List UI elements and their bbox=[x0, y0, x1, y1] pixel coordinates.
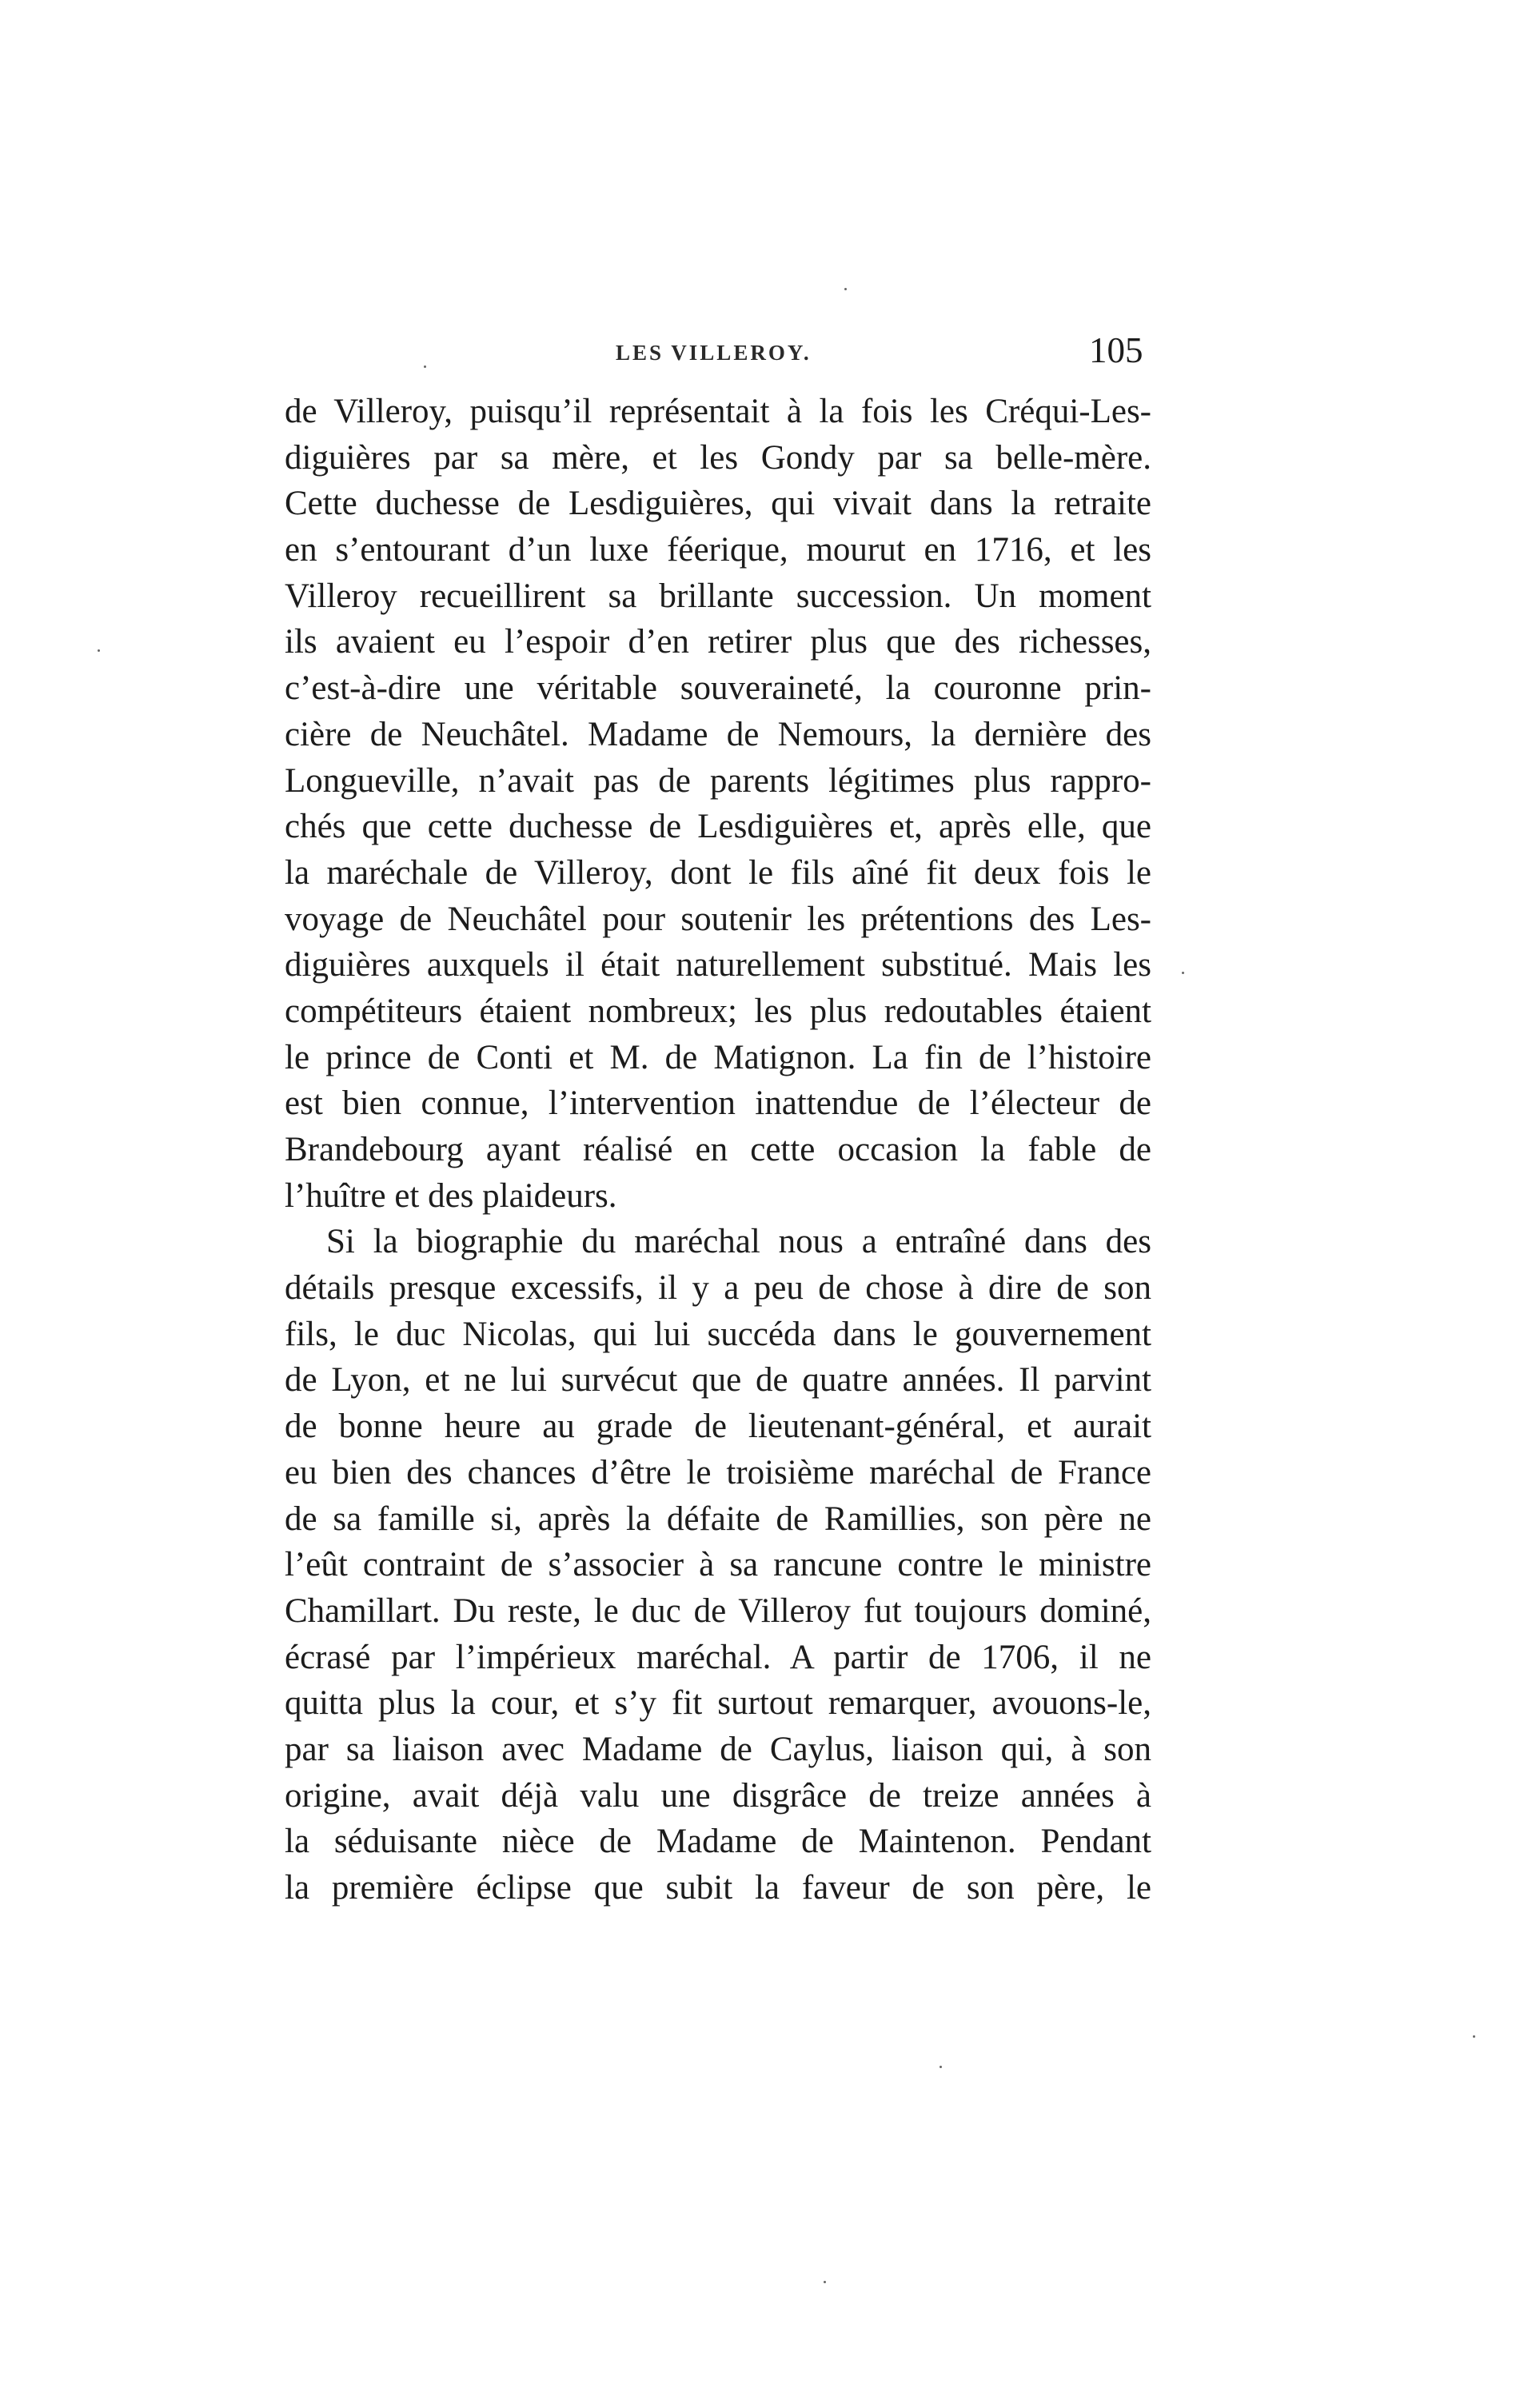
text-line: chés que cette duchesse de Lesdiguières et, après elle, que bbox=[285, 808, 1151, 846]
text-line: voyage de Neuchâtel pour soutenir les prétentions des Les- bbox=[285, 900, 1151, 938]
text-line: en s’entourant d’un luxe féerique, mourut en 1716, et les bbox=[285, 531, 1151, 569]
text-line: écrasé par l’impérieux maréchal. A partir de 1706, il ne bbox=[285, 1638, 1151, 1676]
text-line: la séduisante nièce de Madame de Maintenon. Pendant bbox=[285, 1823, 1151, 1861]
text-line: par sa liaison avec Madame de Caylus, liaison qui, à son bbox=[285, 1730, 1151, 1768]
text-line: l’eût contraint de s’associer à sa rancune contre le ministre bbox=[285, 1546, 1151, 1584]
text-line: diguières auxquels il était naturellement substitué. Mais les bbox=[285, 946, 1151, 984]
text-line: fils, le duc Nicolas, qui lui succéda dans le gouvernement bbox=[285, 1315, 1151, 1353]
text-line: de sa famille si, après la défaite de Ramillies, son père ne bbox=[285, 1500, 1151, 1538]
text-line: détails presque excessifs, il y a peu de chose à dire de son bbox=[285, 1269, 1151, 1308]
scan-speck bbox=[424, 365, 426, 368]
text-line: origine, avait déjà valu une disgrâce de treize années à bbox=[285, 1776, 1151, 1815]
text-line: diguières par sa mère, et les Gondy par sa belle-mère. bbox=[285, 438, 1151, 477]
scan-speck bbox=[844, 288, 847, 290]
scan-speck bbox=[824, 2281, 826, 2283]
text-line: l’huître et des plaideurs. bbox=[285, 1176, 617, 1215]
text-line: est bien connue, l’intervention inattendue de l’électeur de bbox=[285, 1084, 1151, 1123]
text-line: la maréchale de Villeroy, dont le fils aîné fit deux fois le bbox=[285, 853, 1151, 892]
text-line: compétiteurs étaient nombreux; les plus redoutables étaient bbox=[285, 992, 1151, 1030]
text-line: cière de Neuchâtel. Madame de Nemours, la dernière des bbox=[285, 715, 1151, 753]
text-line: Villeroy recueillirent sa brillante succession. Un moment bbox=[285, 577, 1151, 615]
text-line: Chamillart. Du reste, le duc de Villeroy fut toujours dominé, bbox=[285, 1591, 1151, 1630]
text-line: Cette duchesse de Lesdiguières, qui vivait dans la retraite bbox=[285, 485, 1151, 523]
text-line: Brandebourg ayant réalisé en cette occasion la fable de bbox=[285, 1131, 1151, 1168]
text-line: c’est-à-dire une véritable souveraineté, la couronne prin- bbox=[285, 669, 1151, 708]
text-line: de Lyon, et ne lui survécut que de quatre années. Il parvint bbox=[285, 1361, 1151, 1400]
body-text bbox=[285, 389, 1151, 1911]
text-line: Longueville, n’avait pas de parents légitimes plus rappro- bbox=[285, 761, 1151, 800]
page-number: 105 bbox=[1089, 330, 1143, 370]
text-line: la première éclipse que subit la faveur de son père, le bbox=[285, 1869, 1151, 1907]
text-line: quitta plus la cour, et s’y fit surtout remarquer, avouons-le, bbox=[285, 1684, 1151, 1723]
scan-speck bbox=[1182, 972, 1184, 974]
text-line: ils avaient eu l’espoir d’en retirer plus que des richesses, bbox=[285, 623, 1151, 661]
scan-speck bbox=[98, 649, 100, 652]
text-line: Si la biographie du maréchal nous a entraîné dans des bbox=[326, 1223, 1151, 1261]
text-line: de bonne heure au grade de lieutenant-général, et aurait bbox=[285, 1408, 1151, 1446]
text-line: eu bien des chances d’être le troisième maréchal de France bbox=[285, 1453, 1151, 1492]
scan-speck bbox=[940, 2066, 942, 2068]
text-line: de Villeroy, puisqu’il représentait à la fois les Créqui-Les- bbox=[285, 393, 1151, 430]
running-title: LES VILLEROY. bbox=[616, 341, 812, 365]
scan-speck bbox=[1473, 2035, 1475, 2038]
text-line: le prince de Conti et M. de Matignon. La fin de l’histoire bbox=[285, 1038, 1151, 1076]
